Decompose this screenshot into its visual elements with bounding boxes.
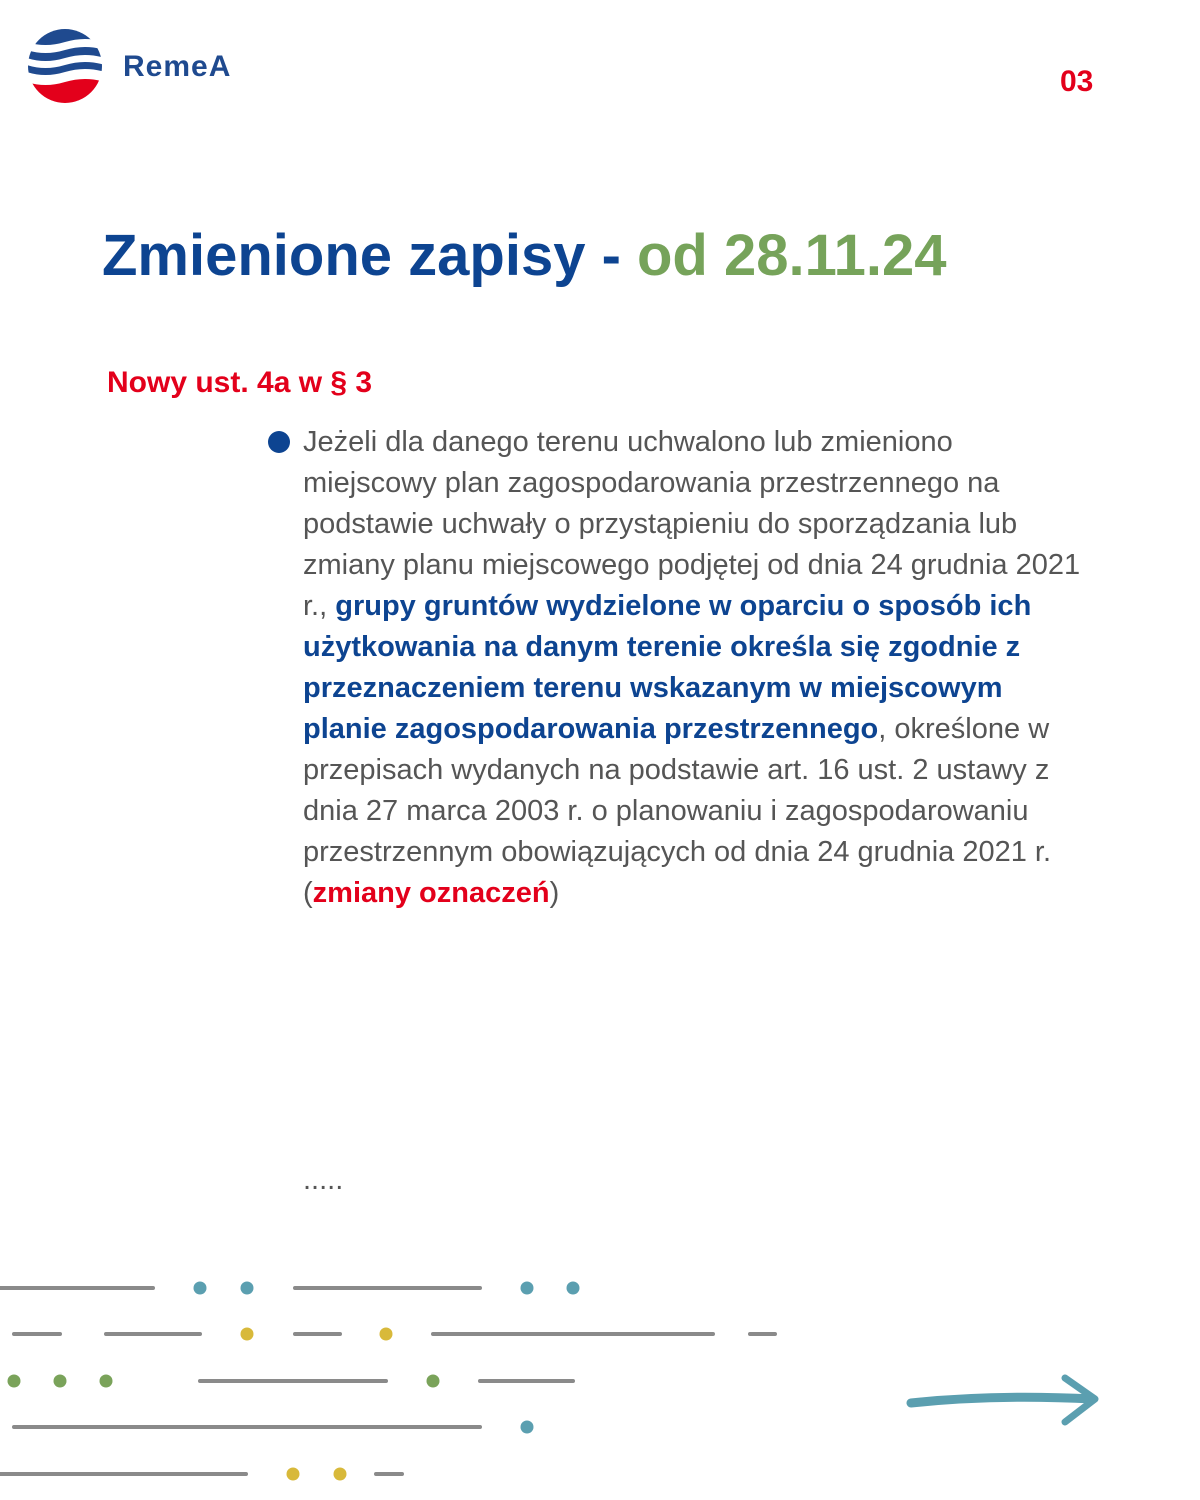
- decorative-lines-dots: [0, 1260, 800, 1490]
- page-title: [102, 222, 947, 289]
- body-text-part3: ): [549, 877, 560, 909]
- body-text-part2: , określone w przepisach wydanych na podstawie art. 16 ust. 2 ustawy z dnia 27 marca 2003 r. o planowaniu i zagospodarowaniu przestrzennym obowiązujących od dnia 24 grudnia 2021 r. (: [303, 713, 1052, 909]
- remea-logo-icon: [27, 28, 105, 106]
- title-date: od 28.11.24: [637, 223, 947, 288]
- title-main: Zmienione zapisy -: [102, 223, 637, 288]
- section-heading: Nowy ust. 4a w § 3: [107, 366, 373, 399]
- body-text-highlight-blue: grupy gruntów wydzielone w oparciu o sposób ich użytkowania na danym terenie określa się zgodnie z przeznaczeniem terenu wskazanym w miejscowym planie zagospodarowania przestrzennego: [303, 590, 1032, 745]
- brand-name: RemeA: [123, 50, 232, 83]
- logo: [27, 28, 267, 104]
- body-text-part1: Jeżeli dla danego terenu uchwalono lub zmieniono miejscowy plan zagospodarowania przestrzennego na podstawie uchwały o przystąpieniu do sporządzania lub zmiany planu miejscowego podjętej od dnia 24 grudnia 2021 r.,: [303, 426, 1081, 622]
- body-text: [303, 422, 1093, 914]
- bullet-icon: [268, 431, 290, 453]
- page-number: 03: [1060, 65, 1094, 98]
- continuation-ellipsis: .....: [303, 1164, 344, 1196]
- arrow-right-icon[interactable]: [905, 1370, 1105, 1435]
- body-text-highlight-red: zmiany oznaczeń: [312, 877, 550, 909]
